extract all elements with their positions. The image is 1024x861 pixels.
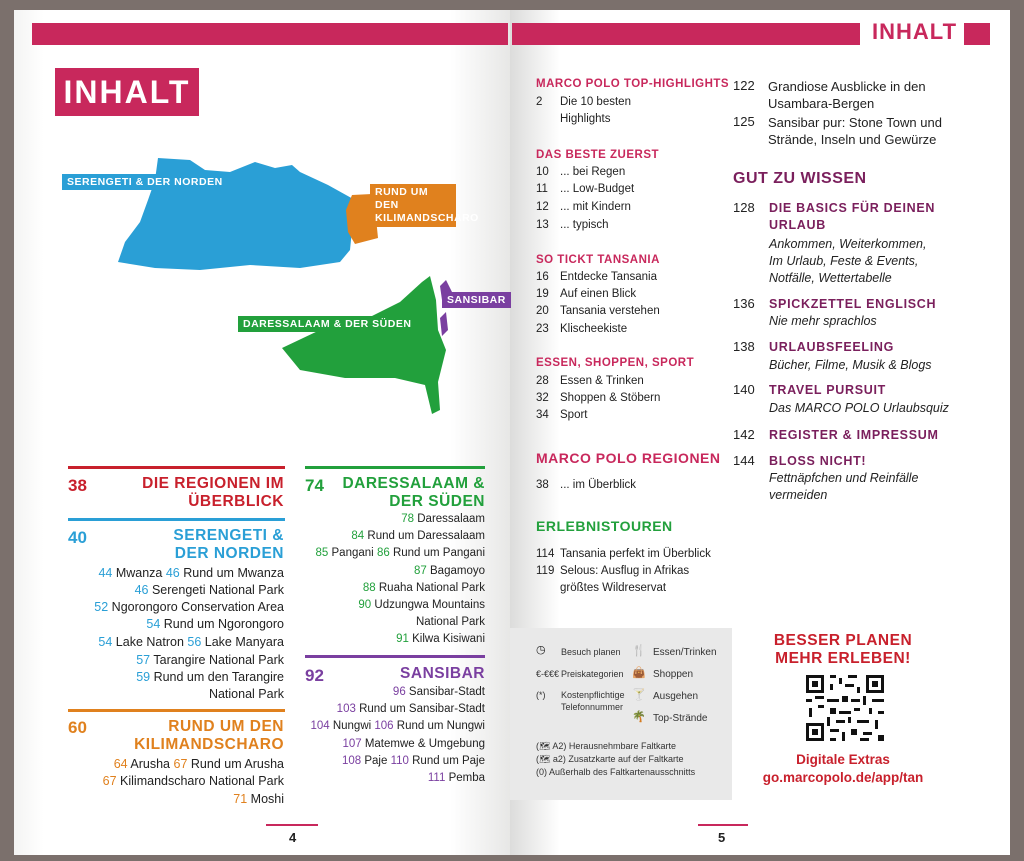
list-item: 46 Serengeti National Park	[134, 583, 284, 597]
map-region-daressalaam	[282, 276, 446, 414]
clock-icon: ◷	[536, 643, 546, 656]
digital-extras-url[interactable]: go.marcopolo.de/app/tan	[762, 770, 924, 785]
list-item: 2 Die 10 besten	[536, 96, 631, 108]
asterisk-icon: (*)	[536, 690, 546, 700]
list-item: 64 Arusha 67 Rund um Arusha	[113, 757, 284, 771]
promo-line-1: BESSER PLANEN	[773, 632, 913, 649]
list-item: 11 ... Low-Budget	[536, 183, 635, 195]
list-item: 34 Sport	[536, 409, 588, 421]
list-item: 67 Kilimandscharo National Park	[102, 774, 284, 788]
page-title: INHALT	[55, 68, 199, 116]
legend-label: Telefonnummer	[561, 702, 624, 712]
running-header: INHALT	[872, 19, 958, 44]
section-number-daressalaam: 74	[305, 476, 324, 495]
heading-so-tickt: SO TICKT TANSANIA	[536, 254, 660, 266]
entry-number: 142	[733, 427, 755, 442]
list-item: größtes Wildreservat	[560, 582, 667, 594]
page-number-rule-right	[698, 824, 748, 826]
map-region-sansibar	[440, 280, 452, 336]
map-label-daressalaam: DARESSALAAM & DER SÜDEN	[238, 316, 416, 332]
heading-essen: ESSEN, SHOPPEN, SPORT	[536, 357, 695, 369]
entry-title: DIE BASICS FÜR DEINEN URLAUB	[769, 201, 936, 232]
top-bar-left	[32, 23, 508, 45]
entry-number: 144	[733, 453, 755, 468]
section-rule-daressalaam	[305, 466, 485, 469]
qr-code[interactable]	[803, 672, 887, 744]
entry-subtitle: Nie mehr sprachlos	[769, 314, 877, 328]
entry-subtitle: Bücher, Filme, Musik & Blogs	[769, 358, 932, 372]
map-label-sansibar: SANSIBAR	[442, 292, 511, 308]
digital-extras-label: Digitale Extras	[796, 752, 890, 767]
heading-erlebnistouren: ERLEBNISTOUREN	[536, 518, 673, 534]
list-item: 44 Mwanza 46 Rund um Mwanza	[98, 566, 284, 580]
map-note: (🗺 A2) Herausnehmbare Faltkarte	[536, 741, 676, 751]
list-item: 54 Lake Natron 56 Lake Manyara	[98, 635, 284, 649]
legend-label: Shoppen	[653, 669, 694, 680]
legend-label: Preiskategorien	[561, 669, 624, 679]
list-item: 13 ... typisch	[536, 219, 609, 231]
list-item: National Park	[415, 616, 485, 628]
section-number-sansibar: 92	[305, 666, 324, 685]
entry-subtitle: Fettnäpfchen und Reinfälle vermeiden	[769, 471, 919, 502]
list-item: 96 Sansibar-Stadt	[392, 686, 485, 698]
entry-number: 136	[733, 296, 755, 311]
section-rule-kilimandscharo	[68, 709, 285, 712]
top-bar-right	[512, 23, 860, 45]
entry-title: Grandiose Ausblicke in den Usambara-Bergen	[768, 79, 926, 111]
page-number-left: 4	[289, 830, 297, 845]
page-number-rule-left	[266, 824, 318, 826]
list-item: 104 Nungwi 106 Rund um Nungwi	[310, 720, 485, 732]
heading-gut-zu-wissen: GUT ZU WISSEN	[733, 170, 867, 187]
top-bar-right-end	[964, 23, 990, 45]
section-title-daressalaam: DARESSALAAM & DER SÜDEN	[342, 475, 485, 510]
list-item: 16 Entdecke Tansania	[536, 271, 657, 283]
entry-subtitle: Ankommen, Weiterkommen, Im Urlaub, Feste & Events, Notfälle, Wettertabelle	[769, 237, 927, 285]
list-item: 54 Rund um Ngorongoro	[146, 617, 284, 631]
legend-label: Ausgehen	[653, 691, 699, 702]
section-title-kilimandscharo: RUND UM DEN KILIMANDSCHARO	[134, 718, 284, 753]
heading-top-highlights: MARCO POLO TOP-HIGHLIGHTS	[536, 78, 730, 90]
entry-number: 140	[733, 382, 755, 397]
list-item: 71 Moshi	[233, 792, 284, 806]
list-item: 78 Daressalaam	[401, 513, 485, 525]
list-item: 32 Shoppen & Stöbern	[536, 392, 661, 404]
entry-title: TRAVEL PURSUIT	[769, 383, 886, 397]
section-number-serengeti: 40	[68, 528, 87, 547]
section-number-kilimandscharo: 60	[68, 718, 87, 737]
legend-label: Besuch planen	[561, 647, 621, 657]
list-item: 59 Rund um den Tarangire	[136, 670, 284, 684]
section-title-serengeti: SERENGETI & DER NORDEN	[173, 527, 284, 562]
section-rule-serengeti	[68, 518, 285, 521]
list-item: 85 Pangani 86 Rund um Pangani	[315, 547, 485, 559]
list-item: 119 Selous: Ausflug in Afrikas	[536, 565, 690, 577]
list-item: National Park	[208, 687, 284, 701]
list-item: 107 Matemwe & Umgebung	[342, 738, 485, 750]
list-item: 57 Tarangire National Park	[136, 653, 284, 667]
map-note: (🗺 a2) Zusatzkarte auf der Faltkarte	[536, 754, 684, 764]
fork-knife-icon: 🍴	[632, 644, 646, 657]
promo-line-2: MEHR ERLEBEN!	[775, 650, 911, 667]
entry-number: 122	[733, 78, 755, 93]
list-item: 84 Rund um Daressalaam	[351, 530, 485, 542]
list-item: 90 Udzungwa Mountains	[358, 599, 485, 611]
list-item: 88 Ruaha National Park	[362, 582, 485, 594]
list-item: 108 Paje 110 Rund um Paje	[341, 755, 485, 767]
entry-number: 138	[733, 339, 755, 354]
section-title-sansibar: SANSIBAR	[400, 665, 485, 682]
heading-beste-zuerst: DAS BESTE ZUERST	[536, 149, 660, 161]
entry-number: 128	[733, 200, 755, 215]
section-number-regionen: 38	[68, 476, 87, 495]
list-item: 114 Tansania perfekt im Überblick	[536, 548, 711, 560]
legend-label: Essen/Trinken	[653, 647, 717, 658]
list-item: Highlights	[560, 113, 611, 125]
legend-label: Kostenpflichtige	[561, 690, 625, 700]
list-item: 19 Auf einen Blick	[536, 288, 637, 300]
palm-tree-icon: 🌴	[632, 710, 646, 723]
list-item: 10 ... bei Regen	[536, 166, 626, 178]
list-item: 28 Essen & Trinken	[536, 375, 644, 387]
cocktail-icon: 🍸	[632, 688, 646, 701]
section-rule-regionen	[68, 466, 285, 469]
entry-title: SPICKZETTEL ENGLISCH	[769, 297, 937, 311]
entry-title: REGISTER & IMPRESSUM	[769, 428, 939, 442]
euro-icon: €-€€€	[536, 669, 560, 679]
map-note: (0) Außerhalb des Faltkartenausschnitts	[536, 767, 696, 777]
entry-number: 125	[733, 114, 755, 129]
list-item: 38 ... im Überblick	[536, 479, 637, 491]
list-item: 103 Rund um Sansibar-Stadt	[336, 703, 485, 715]
section-rule-sansibar	[305, 655, 485, 658]
list-item: 87 Bagamoyo	[414, 565, 485, 577]
list-item: 20 Tansania verstehen	[536, 305, 660, 317]
entry-title: BLOSS NICHT!	[769, 454, 867, 468]
entry-title: Sansibar pur: Stone Town und Strände, Inseln und Gewürze	[768, 115, 942, 147]
list-item: 52 Ngorongoro Conservation Area	[94, 600, 284, 614]
entry-title: URLAUBSFEELING	[769, 340, 895, 354]
entry-subtitle: Das MARCO POLO Urlaubsquiz	[769, 401, 949, 415]
map-label-kilimandscharo: RUND UM DEN KILIMANDSCHARO	[370, 184, 456, 227]
legend-label: Top-Strände	[653, 713, 708, 724]
section-title-regionen: DIE REGIONEN IM ÜBERBLICK	[142, 475, 284, 510]
list-item: 111 Pemba	[427, 772, 485, 784]
page-number-right: 5	[718, 830, 726, 845]
map-label-serengeti: SERENGETI & DER NORDEN	[62, 174, 228, 190]
list-item: 23 Klischeekiste	[536, 323, 628, 335]
heading-regionen: MARCO POLO REGIONEN	[536, 450, 721, 466]
list-item: 91 Kilwa Kisiwani	[396, 633, 485, 645]
list-item: 12 ... mit Kindern	[536, 201, 631, 213]
shopping-bag-icon: 👜	[632, 666, 646, 679]
